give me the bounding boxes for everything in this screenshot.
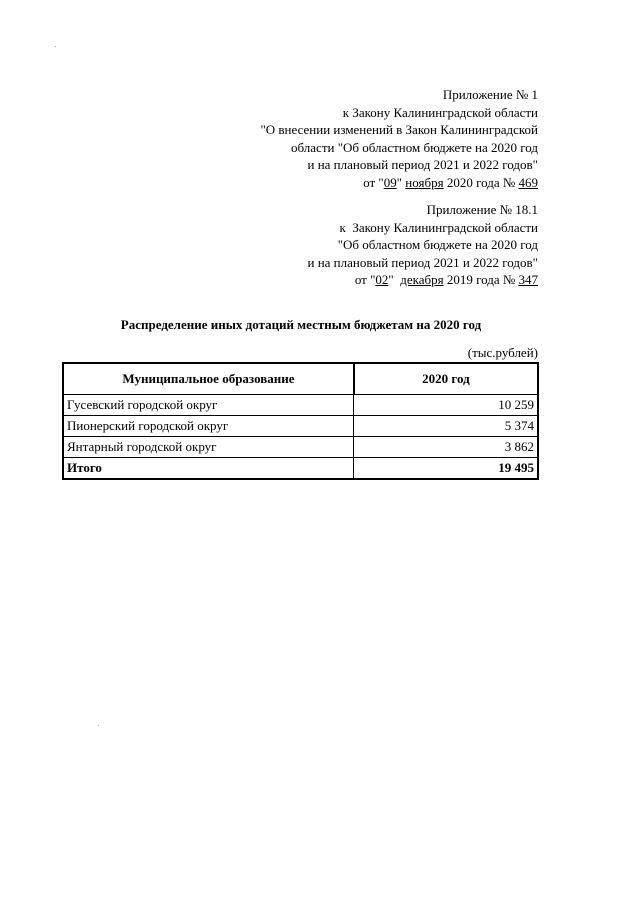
annex-1-date: от "09" ноября 2020 года № 469: [363, 174, 538, 190]
document-title: Распределение иных дотаций местным бюджетам на 2020 год: [120, 317, 482, 332]
annex-1-line: и на плановый период 2021 и 2022 годов": [307, 157, 538, 172]
annex-1-line: к Закону Калининградской области: [342, 104, 538, 120]
annex-1-line: Приложение № 1: [442, 87, 538, 102]
annex-2-line: Приложение № 18.1: [426, 202, 538, 217]
total-row: [63, 458, 538, 480]
total-value: 19 495: [354, 458, 538, 480]
amount-cell: 5 374: [354, 416, 538, 437]
annex-2-line: "Об областном бюджете на 2020 год: [337, 237, 538, 252]
annex-1-day: 09: [383, 174, 397, 190]
annex-2-date: от "02" декабря 2019 года № 347: [354, 272, 538, 287]
scan-speck: [55, 46, 56, 47]
column-header-year: 2020 год: [354, 363, 538, 395]
municipality-cell: Янтарный городской округ: [63, 437, 354, 458]
annex-2-month: декабря: [400, 272, 444, 287]
table-row: [63, 416, 538, 437]
table-row: [63, 437, 538, 458]
column-header-municipality: Муниципальное образование: [63, 363, 354, 395]
scan-speck: [98, 725, 99, 726]
municipality-cell: Гусевский городской округ: [63, 395, 354, 416]
annex-1-header: [260, 86, 538, 191]
annex-2-number: 347: [518, 272, 538, 287]
table-row: [63, 395, 538, 416]
annex-1-number: 469: [518, 174, 538, 190]
annex-2-line: к Закону Калининградской области: [339, 219, 538, 235]
annex-18-1-header: [307, 201, 538, 289]
annex-1-line: "О внесении изменений в Закон Калининградской: [260, 122, 538, 137]
annex-2-line: и на плановый период 2021 и 2022 годов": [307, 254, 538, 270]
municipality-cell: Пионерский городской округ: [63, 416, 354, 437]
amount-cell: 3 862: [354, 437, 538, 458]
units-label: (тыс.рублей): [467, 345, 538, 360]
table-header-row: [63, 363, 538, 395]
annex-2-day: 02: [375, 272, 389, 287]
annex-1-line: области "Об областном бюджете на 2020 год: [291, 139, 538, 155]
amount-cell: 10 259: [354, 395, 538, 416]
annex-1-month: ноября: [405, 174, 444, 190]
total-label: Итого: [63, 458, 354, 480]
subsidy-table: [62, 362, 539, 480]
